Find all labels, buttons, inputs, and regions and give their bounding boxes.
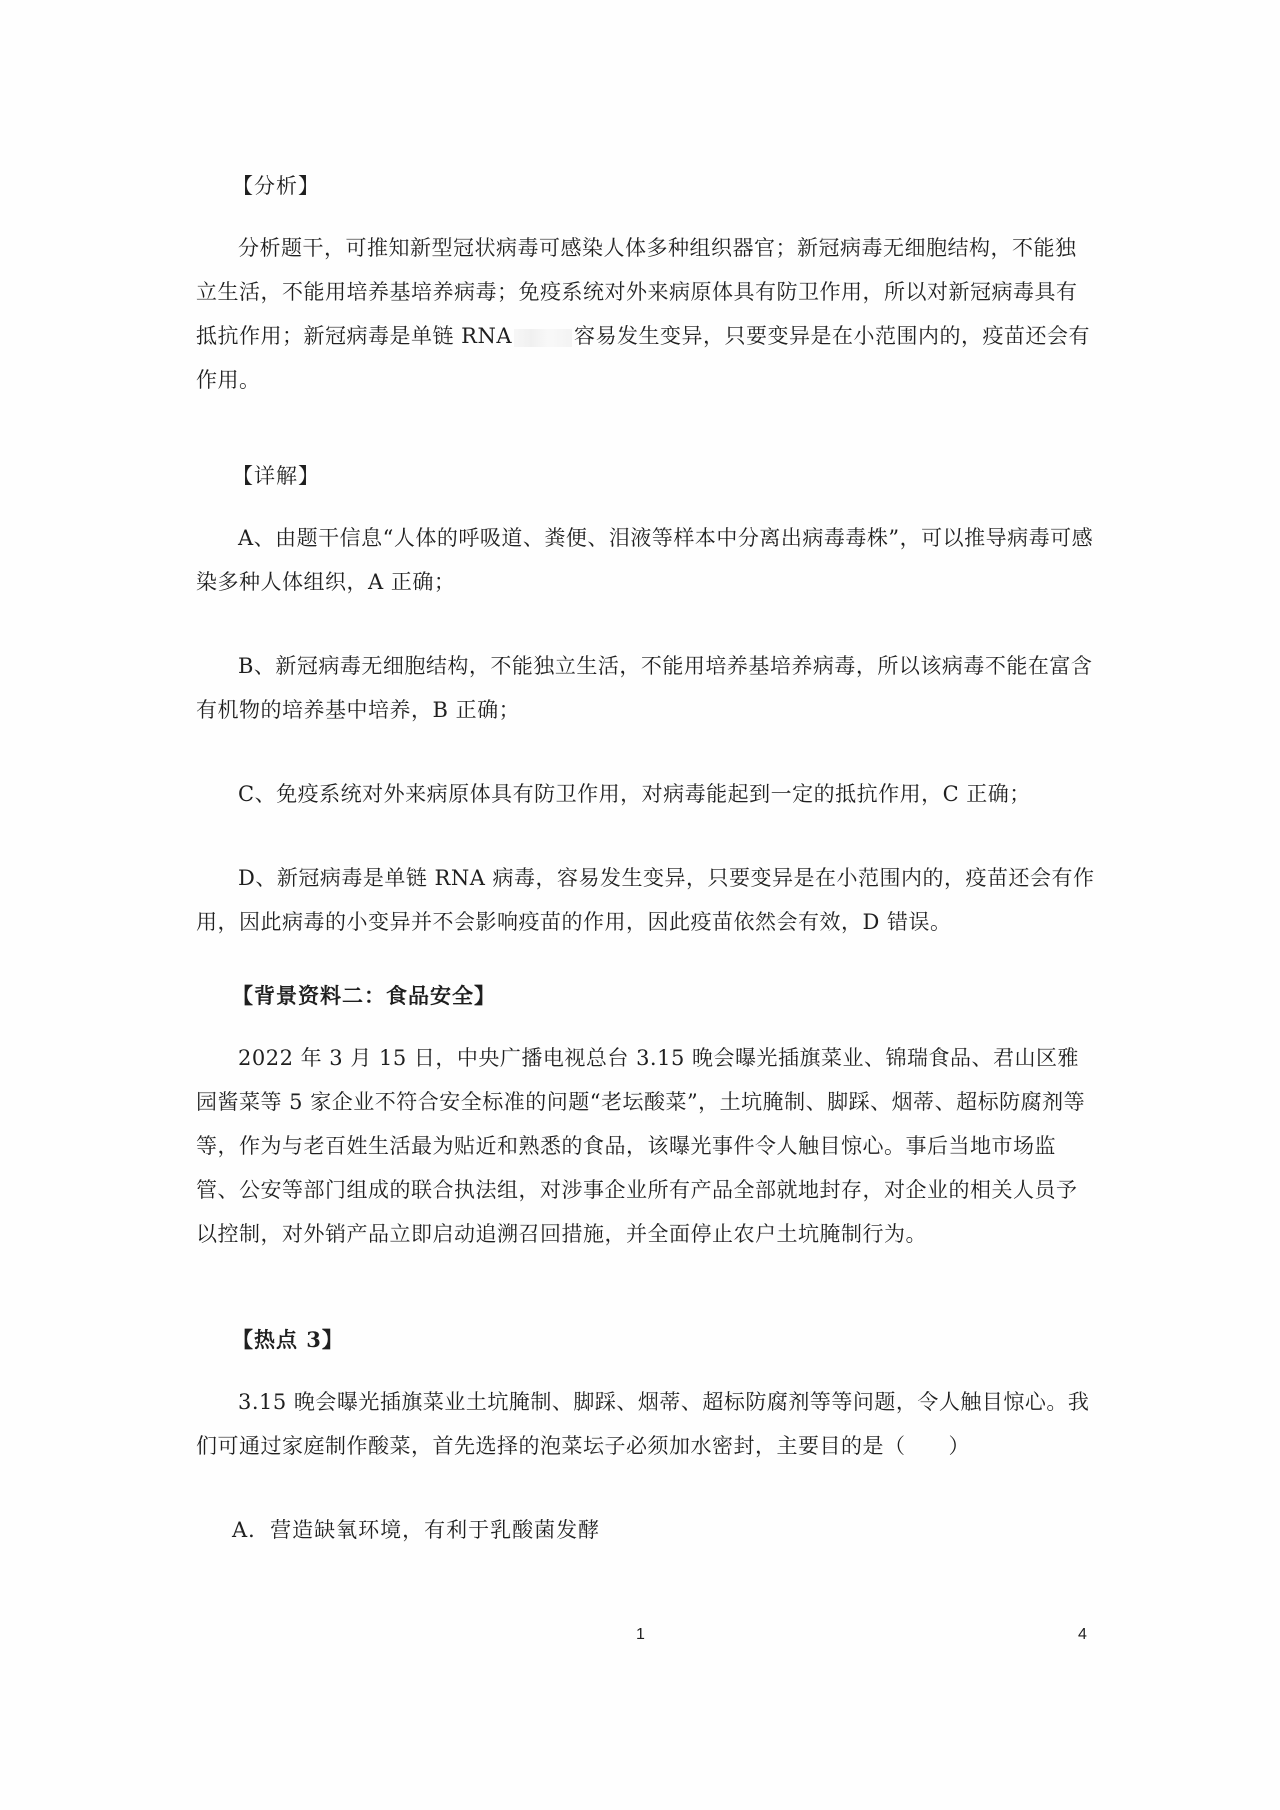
analysis-text-part2: 容易发生变异，只要变异是在小范围内的，疫苗还会有作用。 <box>196 324 1091 392</box>
hotspot3-heading: 【热点 3】 <box>232 1327 344 1352</box>
analysis-text-part1: 分析题干，可推知新型冠状病毒可感染人体多种组织器官；新冠病毒无细胞结构，不能独立生活，不能用培养基培养病毒；免疫系统对外来病原体具有防卫作用，所以对新冠病毒具有抵抗作用；新冠病毒是单链 RNA <box>196 236 1078 348</box>
page-number-left: 1 <box>636 1626 645 1643</box>
analysis-heading: 【分析】 <box>232 174 320 198</box>
detail-item-a: A、由题干信息“人体的呼吸道、粪便、泪液等样本中分离出病毒毒株”，可以推导病毒可感染多种人体组织，A 正确； <box>196 526 1094 594</box>
detail-item-b: B、新冠病毒无细胞结构，不能独立生活，不能用培养基培养病毒，所以该病毒不能在富含有机物的培养基中培养，B 正确； <box>196 654 1093 722</box>
hotspot3-question: 3.15 晚会曝光插旗菜业土坑腌制、脚踩、烟蒂、超标防腐剂等等问题，令人触目惊心。我们可通过家庭制作酸菜，首先选择的泡菜坛子必须加水密封，主要目的是（ ） <box>196 1390 1090 1458</box>
scan-smudge <box>514 329 572 347</box>
analysis-paragraph <box>196 226 1096 402</box>
detail-item-d: D、新冠病毒是单链 RNA 病毒，容易发生变异，只要变异是在小范围内的，疫苗还会有作用，因此病毒的小变异并不会影响疫苗的作用，因此疫苗依然会有效，D 错误。 <box>196 866 1095 934</box>
page-number-right: 4 <box>1078 1626 1087 1643</box>
background2-paragraph: 2022 年 3 月 15 日，中央广播电视总台 3.15 晚会曝光插旗菜业、锦瑞食品、君山区雅园酱菜等 5 家企业不符合安全标准的问题“老坛酸菜”，土坑腌制、脚踩、烟蒂、超标防腐剂等等，作为与老百姓生活最为贴近和熟悉的食品，该曝光事件令人触目惊心。事后当地市场监管、公安等部门组成的联合执法组，对涉事企业所有产品全部就地封存，对企业的相关人员予以控制，对外销产品立即启动追溯召回措施，并全面停止农户土坑腌制行为。 <box>196 1046 1086 1246</box>
detail-heading: 【详解】 <box>232 464 320 488</box>
background2-heading: 【背景资料二：食品安全】 <box>232 983 496 1008</box>
detail-item-c: C、免疫系统对外来病原体具有防卫作用，对病毒能起到一定的抵抗作用，C 正确； <box>238 782 1031 806</box>
hotspot3-option-a: A．营造缺氧环境，有利于乳酸菌发酵 <box>232 1518 601 1542</box>
